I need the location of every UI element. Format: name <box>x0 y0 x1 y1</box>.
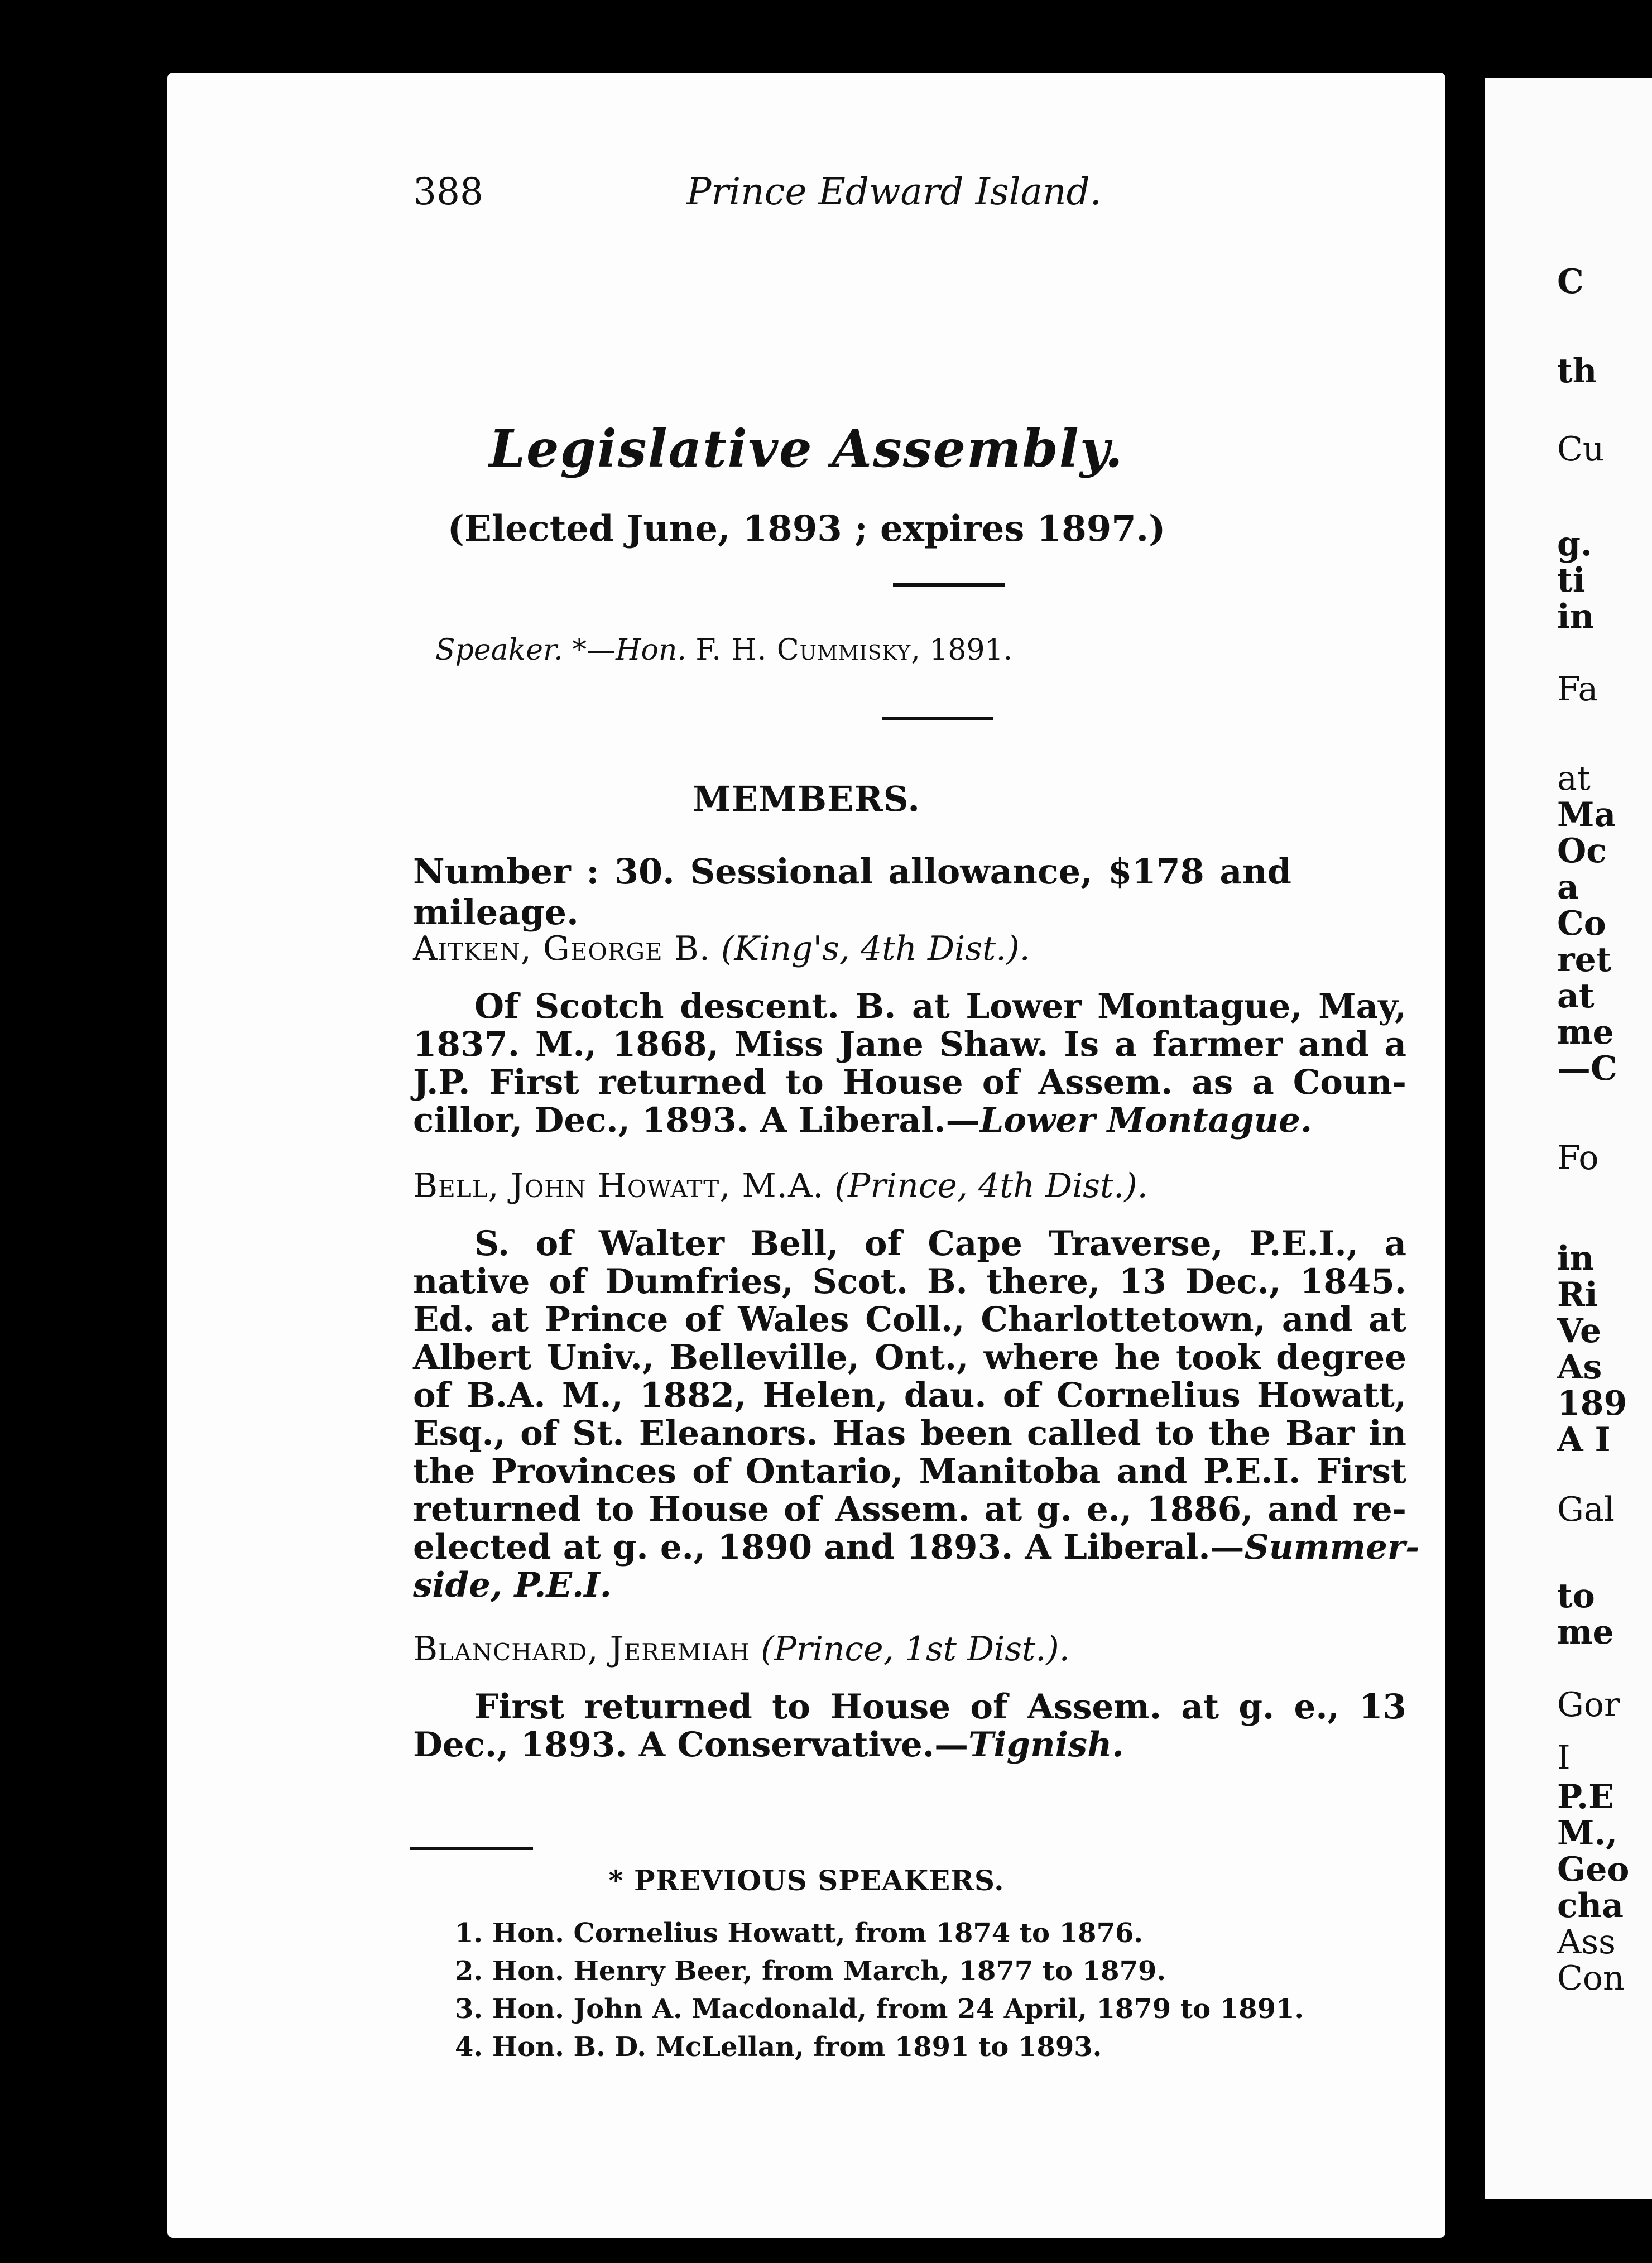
member-district: (King's, 4th Dist.). <box>721 929 1030 968</box>
member-bio <box>413 1688 1406 1764</box>
adjacent-page-fragment: a <box>1557 868 1579 907</box>
list-item: 3. Hon. John A. Macdonald, from 24 April, 1879 to 1891. <box>455 1993 1304 2025</box>
speaker-year: , 1891. <box>911 633 1013 667</box>
adjacent-page-fragment: Fo <box>1557 1138 1599 1178</box>
adjacent-page-fragment: I <box>1557 1738 1571 1777</box>
adjacent-page-fragment: Gal <box>1557 1490 1615 1529</box>
bio-line: returned to House of Assem. at g. e., 1886, and re- <box>413 1490 1406 1529</box>
adjacent-page-fragment: to <box>1557 1577 1595 1616</box>
book-page <box>167 73 1446 2238</box>
adjacent-page-fragment: Gor <box>1557 1685 1620 1724</box>
bio-line-last <box>413 1102 1406 1140</box>
page-number: 388 <box>413 170 483 213</box>
section-heading: Legislative Assembly. <box>489 419 1124 479</box>
elected-line: (Elected June, 1893 ; expires 1897.) <box>447 508 1166 550</box>
adjacent-page-fragment: C <box>1557 262 1584 301</box>
adjacent-page-fragment: P.E <box>1557 1777 1614 1817</box>
bio-line-text: cillor, Dec., 1893. A Liberal.— <box>413 1101 980 1140</box>
bio-line-last <box>413 1567 1406 1604</box>
adjacent-page-fragment: Co <box>1557 904 1606 943</box>
previous-speakers-list <box>455 1914 1304 2066</box>
adjacent-page-fragment: in <box>1557 1239 1595 1278</box>
speaker-name: F. H. Cummisky <box>695 633 911 667</box>
bio-line: of B.A. M., 1882, Helen, dau. of Cornelius Howatt, <box>413 1376 1406 1415</box>
adjacent-page-fragment: in <box>1557 597 1595 636</box>
bio-line: First returned to House of Assem. at g. e., 13 <box>474 1687 1406 1727</box>
adjacent-page-fragment: Cu <box>1557 430 1605 469</box>
bio-line: S. of Walter Bell, of Cape Traverse, P.E.I., a <box>474 1224 1406 1263</box>
members-heading: MEMBERS. <box>693 779 920 819</box>
adjacent-page-fragment: Ve <box>1557 1311 1602 1351</box>
previous-speakers-heading: * PREVIOUS SPEAKERS. <box>608 1864 1005 1897</box>
bio-line: Esq., of St. Eleanors. Has been called to the Bar in <box>413 1414 1406 1453</box>
adjacent-page-fragment: me <box>1557 1013 1614 1052</box>
bio-line: 1837. M., 1868, Miss Jane Shaw. Is a farmer and a <box>413 1025 1406 1064</box>
adjacent-page-fragment: me <box>1557 1613 1614 1652</box>
adjacent-page-fragment: th <box>1557 352 1597 391</box>
member-name: Aitken, George B. <box>413 929 710 968</box>
bio-line <box>413 1527 1420 1567</box>
bio-line-last <box>413 1726 1406 1764</box>
member-residence: Lower Montague. <box>979 1101 1313 1140</box>
list-item: 2. Hon. Henry Beer, from March, 1877 to 1879. <box>455 1955 1166 1987</box>
adjacent-page-fragment: Ma <box>1557 795 1616 834</box>
adjacent-page-fragment: at <box>1557 759 1591 798</box>
adjacent-page-fragment: Con <box>1557 1959 1625 1998</box>
number-line: Number : 30. Sessional allowance, $178 and mileage. <box>413 851 1292 933</box>
bio-line-text: elected at g. e., 1890 and 1893. A Liberal.— <box>413 1527 1245 1567</box>
bio-line: Albert Univ., Belleville, Ont., where he took degree <box>413 1338 1406 1377</box>
adjacent-page-fragment: Oc <box>1557 832 1607 871</box>
adjacent-page-fragment: Geo <box>1557 1850 1630 1889</box>
adjacent-page-fragment: A I <box>1557 1420 1611 1459</box>
bio-line: native of Dumfries, Scot. B. there, 13 Dec., 1845. <box>413 1262 1406 1301</box>
member-bio <box>413 1224 1420 1605</box>
adjacent-page-fragment: ti <box>1557 561 1586 600</box>
running-head: Prince Edward Island. <box>686 170 1102 213</box>
member-district: (Prince, 4th Dist.). <box>834 1166 1148 1205</box>
member-name: Bell, John Howatt, M.A. <box>413 1166 824 1205</box>
speaker-label: Speaker. *—Hon. <box>435 633 686 667</box>
bio-line: the Provinces of Ontario, Manitoba and P.E.I. First <box>413 1452 1406 1491</box>
adjacent-page-fragment: g. <box>1557 525 1592 564</box>
bio-line: Of Scotch descent. B. at Lower Montague, May, <box>474 987 1406 1026</box>
adjacent-page-fragment: As <box>1557 1348 1602 1387</box>
member-district: (Prince, 1st Dist.). <box>761 1630 1070 1669</box>
divider-rule <box>893 583 1005 587</box>
list-item: 4. Hon. B. D. McLellan, from 1891 to 1893. <box>455 2031 1102 2063</box>
adjacent-page-fragment: ret <box>1557 940 1612 979</box>
member-residence: Summer- <box>1244 1527 1420 1567</box>
member-name-line <box>413 929 1030 968</box>
adjacent-page-fragment: 189 <box>1557 1384 1627 1423</box>
adjacent-page-fragment: at <box>1557 977 1595 1016</box>
adjacent-page <box>1485 78 1652 2199</box>
adjacent-page-fragment: —C <box>1557 1049 1617 1088</box>
member-name: Blanchard, Jeremiah <box>413 1630 751 1669</box>
member-residence: side, P.E.I. <box>413 1565 612 1605</box>
member-bio <box>413 988 1406 1140</box>
member-name-line <box>413 1166 1148 1205</box>
member-residence: Tignish. <box>968 1725 1124 1765</box>
adjacent-page-fragment: cha <box>1557 1886 1624 1925</box>
adjacent-page-fragment: Fa <box>1557 670 1598 709</box>
list-item: 1. Hon. Cornelius Howatt, from 1874 to 1876. <box>455 1918 1144 1949</box>
adjacent-page-fragment: Ass <box>1557 1923 1616 1962</box>
speaker-line <box>435 633 1012 667</box>
bio-line-text: Dec., 1893. A Conservative.— <box>413 1725 969 1765</box>
bio-line: J.P. First returned to House of Assem. as a Coun- <box>413 1063 1406 1102</box>
member-name-line <box>413 1630 1070 1669</box>
footnote-rule <box>410 1847 533 1850</box>
divider-rule <box>882 717 993 720</box>
bio-line: Ed. at Prince of Wales Coll., Charlottetown, and at <box>413 1300 1406 1339</box>
adjacent-page-fragment: Ri <box>1557 1275 1598 1314</box>
adjacent-page-fragment: M., <box>1557 1814 1618 1853</box>
